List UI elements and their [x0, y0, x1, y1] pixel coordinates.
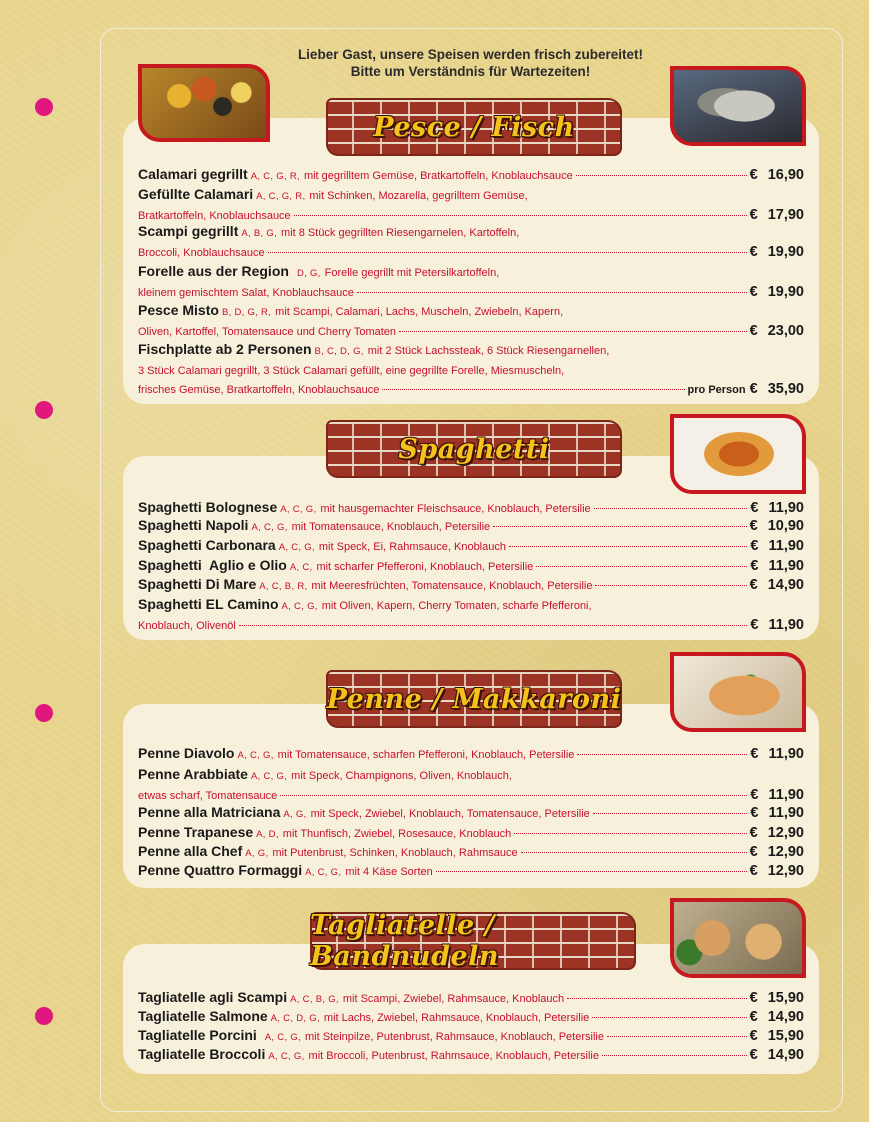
leader-dots: [577, 754, 747, 755]
item-description: mit Speck, Zwiebel, Knoblauch, Tomatensauce, Petersilie: [310, 808, 590, 820]
item-name: Penne Arabbiate: [138, 766, 248, 782]
item-name: Tagliatelle Broccoli: [138, 1046, 266, 1062]
item-name: Forelle aus der Region: [138, 263, 289, 279]
notice-line-1: Lieber Gast, unsere Speisen werden frisch zubereitet!: [297, 47, 644, 62]
item-name: Pesce Misto: [138, 302, 219, 318]
item-description: mit Oliven, Kapern, Cherry Tomaten, scharfe Pfefferoni,: [321, 600, 592, 612]
currency-symbol: €: [749, 518, 758, 534]
item-description: mit Thunfisch, Zwiebel, Rosesauce, Knoblauch: [282, 828, 512, 840]
currency-symbol: €: [750, 500, 759, 516]
menu-item: [138, 222, 804, 262]
leader-dots: [594, 508, 748, 509]
price-value: 23,00: [767, 323, 804, 339]
penne-photo: [670, 652, 806, 732]
currency-symbol: €: [749, 167, 758, 183]
item-price: [750, 576, 804, 594]
menu-item: [138, 185, 804, 225]
item-price: [750, 517, 804, 535]
item-description-cont: Oliven, Kartoffel, Tomatensauce und Cherry Tomaten: [138, 326, 397, 338]
allergen-codes: A, C, G,: [250, 771, 288, 782]
item-description: mit 8 Stück gegrillten Riesengarnelen, Kartoffeln,: [281, 227, 520, 239]
allergen-codes: A, C, G,: [268, 1051, 305, 1062]
price-value: 15,90: [767, 1028, 804, 1044]
item-name: Fischplatte ab 2 Personen: [138, 341, 312, 357]
item-name: Spaghetti Aglio e Olio: [138, 557, 287, 573]
menu-item: [138, 575, 804, 596]
leader-dots: [294, 215, 747, 216]
item-price: [750, 557, 804, 575]
price-value: 14,90: [767, 1047, 804, 1063]
price-value: 11,90: [768, 558, 804, 574]
price-value: 16,90: [767, 167, 804, 183]
currency-symbol: €: [750, 787, 759, 803]
item-price: [750, 843, 804, 861]
leader-dots: [382, 389, 684, 390]
item-description: mit Putenbrust, Schinken, Knoblauch, Rahmsauce: [272, 847, 518, 859]
price-value: 11,90: [768, 538, 804, 554]
item-description: mit Speck, Champignons, Oliven, Knoblauch,: [291, 770, 512, 782]
spaghetti-photo: [670, 414, 806, 494]
allergen-codes: A, C, G,: [251, 522, 288, 533]
binder-hole: [35, 401, 53, 419]
currency-symbol: €: [749, 863, 758, 879]
item-description: mit hausgemachter Fleischsauce, Knoblauch, Petersilie: [320, 503, 591, 515]
leader-dots: [514, 833, 746, 834]
binder-hole: [35, 704, 53, 722]
item-name: Penne Trapanese: [138, 824, 254, 840]
price-value: 12,90: [767, 863, 804, 879]
item-name: Tagliatelle Porcini: [138, 1027, 257, 1043]
item-description-cont: kleinem gemischtem Salat, Knoblauchsauce: [138, 287, 354, 299]
menu-item: [138, 1007, 804, 1028]
allergen-codes: A, C, D, G,: [270, 1013, 320, 1024]
allergen-codes: A, C, G, R,: [256, 191, 306, 202]
currency-symbol: €: [749, 284, 758, 300]
currency-symbol: €: [749, 990, 758, 1006]
item-description-cont: Bratkartoffeln, Knoblauchsauce: [138, 210, 291, 222]
item-price: [750, 1046, 804, 1064]
item-price: [750, 499, 804, 517]
item-description: Forelle gegrillt mit Petersilkartoffeln,: [324, 267, 500, 279]
item-description: mit Steinpilze, Putenbrust, Rahmsauce, Knoblauch, Petersilie: [304, 1031, 604, 1043]
menu-item: [138, 301, 804, 341]
allergen-codes: B, D, G, R,: [221, 307, 272, 318]
currency-symbol: €: [749, 844, 758, 860]
section-banner: [326, 420, 622, 478]
allergen-codes: A, C, G,: [264, 1032, 301, 1043]
menu-item: [138, 516, 804, 537]
allergen-codes: B, C, D, G,: [314, 346, 364, 357]
menu-item: [138, 803, 804, 824]
item-name: Spaghetti Carbonara: [138, 537, 276, 553]
allergen-codes: A, C, B, R,: [259, 581, 308, 592]
item-name: Penne Quattro Formaggi: [138, 862, 303, 878]
price-value: 11,90: [768, 617, 804, 633]
item-price: [750, 824, 804, 842]
leader-dots: [602, 1055, 747, 1056]
item-description: mit Meeresfrüchten, Tomatensauce, Knoblauch, Petersilie: [311, 580, 593, 592]
menu-item: [138, 842, 804, 863]
menu-item: [138, 1045, 804, 1066]
item-price: [750, 862, 804, 880]
currency-symbol: €: [749, 1047, 758, 1063]
item-price: [750, 166, 804, 184]
currency-symbol: €: [749, 1028, 758, 1044]
leader-dots: [509, 546, 747, 547]
allergen-codes: D, G,: [296, 268, 321, 279]
paella-photo: [138, 64, 270, 142]
leader-dots: [521, 852, 747, 853]
section-title: Tagliatelle / Bandnudeln: [310, 910, 500, 972]
leader-dots: [280, 795, 747, 796]
leader-dots: [595, 585, 746, 586]
section-title: Penne / Makkaroni: [326, 683, 622, 715]
item-name: Spaghetti Napoli: [138, 517, 249, 533]
currency-symbol: €: [749, 207, 758, 223]
price-value: 11,90: [768, 746, 804, 762]
allergen-codes: A, C, G,: [280, 504, 317, 515]
leader-dots: [567, 998, 746, 999]
menu-item: [138, 1026, 804, 1047]
item-description-cont: Broccoli, Knoblauchsauce: [138, 247, 265, 259]
price-value: 19,90: [767, 284, 804, 300]
allergen-codes: A, C,: [289, 562, 313, 573]
item-description: mit Schinken, Mozarella, gegrilltem Gemüse,: [309, 190, 528, 202]
item-description-cont: frisches Gemüse, Bratkartoffeln, Knoblauchsauce: [138, 384, 380, 396]
item-price: [750, 786, 804, 804]
leader-dots: [239, 625, 748, 626]
currency-symbol: €: [750, 617, 759, 633]
currency-symbol: €: [749, 381, 758, 397]
binder-hole: [35, 1007, 53, 1025]
allergen-codes: A, B, G,: [241, 228, 278, 239]
item-price: [750, 380, 804, 398]
notice-line-2: Bitte um Verständnis für Wartezeiten!: [350, 64, 591, 79]
item-price: [750, 283, 804, 301]
leader-dots: [357, 292, 747, 293]
item-name: Spaghetti Bolognese: [138, 499, 278, 515]
currency-symbol: €: [750, 746, 759, 762]
item-description: mit Tomatensauce, Knoblauch, Petersilie: [291, 521, 491, 533]
leader-dots: [592, 1017, 746, 1018]
item-description: mit Lachs, Zwiebel, Rahmsauce, Knoblauch, Petersilie: [323, 1012, 590, 1024]
currency-symbol: €: [749, 244, 758, 260]
price-value: 15,90: [767, 990, 804, 1006]
menu-item: [138, 262, 804, 302]
price-value: 12,90: [767, 825, 804, 841]
item-description-cont: Knoblauch, Olivenöl: [138, 620, 236, 632]
price-value: 35,90: [767, 381, 804, 397]
price-note: pro Person: [687, 384, 746, 396]
item-description: mit Speck, Ei, Rahmsauce, Knoblauch: [318, 541, 506, 553]
price-value: 11,90: [768, 500, 804, 516]
item-name: Tagliatelle Salmone: [138, 1008, 268, 1024]
item-name: Gefüllte Calamari: [138, 186, 254, 202]
item-description-cont: 3 Stück Calamari gegrillt, 3 Stück Calamari gefüllt, eine gegrillte Forelle, Miesmuscheln,: [138, 365, 565, 377]
price-value: 11,90: [768, 805, 804, 821]
currency-symbol: €: [749, 1009, 758, 1025]
item-name: Penne alla Chef: [138, 843, 243, 859]
allergen-codes: A, C, G,: [278, 542, 315, 553]
allergen-codes: A, C, G,: [237, 750, 274, 761]
item-description: mit gegrilltem Gemüse, Bratkartoffeln, Knoblauchsauce: [303, 170, 573, 182]
item-description: mit scharfer Pfefferoni, Knoblauch, Petersilie: [316, 561, 534, 573]
menu-item: [138, 595, 804, 635]
currency-symbol: €: [750, 558, 759, 574]
binder-hole: [35, 98, 53, 116]
section-banner: [326, 670, 622, 728]
tagliatelle-photo: [670, 898, 806, 978]
menu-item: [138, 765, 804, 805]
leader-dots: [493, 526, 746, 527]
menu-item: [138, 823, 804, 844]
item-name: Scampi gegrillt: [138, 223, 239, 239]
item-description: mit 2 Stück Lachssteak, 6 Stück Riesengarnellen,: [367, 345, 610, 357]
section-banner: [310, 912, 636, 970]
menu-item: [138, 340, 804, 399]
allergen-codes: A, G,: [245, 848, 269, 859]
price-value: 17,90: [767, 207, 804, 223]
item-description: mit Tomatensauce, scharfen Pfefferoni, Knoblauch, Petersilie: [277, 749, 575, 761]
menu-item: [138, 556, 804, 577]
section-title: Spaghetti: [398, 433, 550, 465]
item-price: [750, 804, 804, 822]
leader-dots: [576, 175, 747, 176]
section-banner: [326, 98, 622, 156]
menu-item: [138, 744, 804, 765]
allergen-codes: A, C, G,: [305, 867, 342, 878]
item-price: [750, 537, 804, 555]
leader-dots: [399, 331, 747, 332]
allergen-codes: A, C, B, G,: [290, 994, 339, 1005]
currency-symbol: €: [749, 577, 758, 593]
item-price: [750, 1027, 804, 1045]
item-price: [750, 1008, 804, 1026]
section-title: Pesce / Fisch: [373, 111, 575, 143]
item-price: [750, 322, 804, 340]
item-name: Spaghetti Di Mare: [138, 576, 257, 592]
item-description: mit Scampi, Calamari, Lachs, Muscheln, Zwiebeln, Kapern,: [275, 306, 564, 318]
menu-item: [138, 988, 804, 1009]
item-name: Spaghetti EL Camino: [138, 596, 279, 612]
item-price: [750, 243, 804, 261]
allergen-codes: A, D,: [256, 829, 279, 840]
allergen-codes: A, C, G, R,: [250, 171, 300, 182]
leader-dots: [436, 871, 747, 872]
item-description: mit Broccoli, Putenbrust, Rahmsauce, Knoblauch, Petersilie: [308, 1050, 599, 1062]
item-description-cont: etwas scharf, Tomatensauce: [138, 790, 278, 802]
currency-symbol: €: [749, 825, 758, 841]
price-value: 14,90: [767, 1009, 804, 1025]
price-value: 11,90: [768, 787, 804, 803]
menu-item: [138, 536, 804, 557]
allergen-codes: A, G,: [283, 809, 307, 820]
leader-dots: [593, 813, 748, 814]
item-name: Penne Diavolo: [138, 745, 235, 761]
item-price: [750, 616, 804, 634]
menu-item: [138, 165, 804, 186]
item-name: Calamari gegrillt: [138, 166, 248, 182]
item-description: mit Scampi, Zwiebel, Rahmsauce, Knoblauch: [342, 993, 565, 1005]
price-value: 10,90: [767, 518, 804, 534]
currency-symbol: €: [750, 538, 759, 554]
item-name: Tagliatelle agli Scampi: [138, 989, 288, 1005]
leader-dots: [607, 1036, 747, 1037]
allergen-codes: A, C, G,: [281, 601, 318, 612]
price-value: 14,90: [767, 577, 804, 593]
leader-dots: [268, 252, 747, 253]
item-description: mit 4 Käse Sorten: [345, 866, 433, 878]
menu-item: [138, 861, 804, 882]
item-price: [750, 989, 804, 1007]
currency-symbol: €: [749, 323, 758, 339]
trout-photo: [670, 66, 806, 146]
item-name: Penne alla Matriciana: [138, 804, 281, 820]
currency-symbol: €: [750, 805, 759, 821]
price-value: 12,90: [767, 844, 804, 860]
item-price: [750, 745, 804, 763]
price-value: 19,90: [767, 244, 804, 260]
leader-dots: [536, 566, 747, 567]
